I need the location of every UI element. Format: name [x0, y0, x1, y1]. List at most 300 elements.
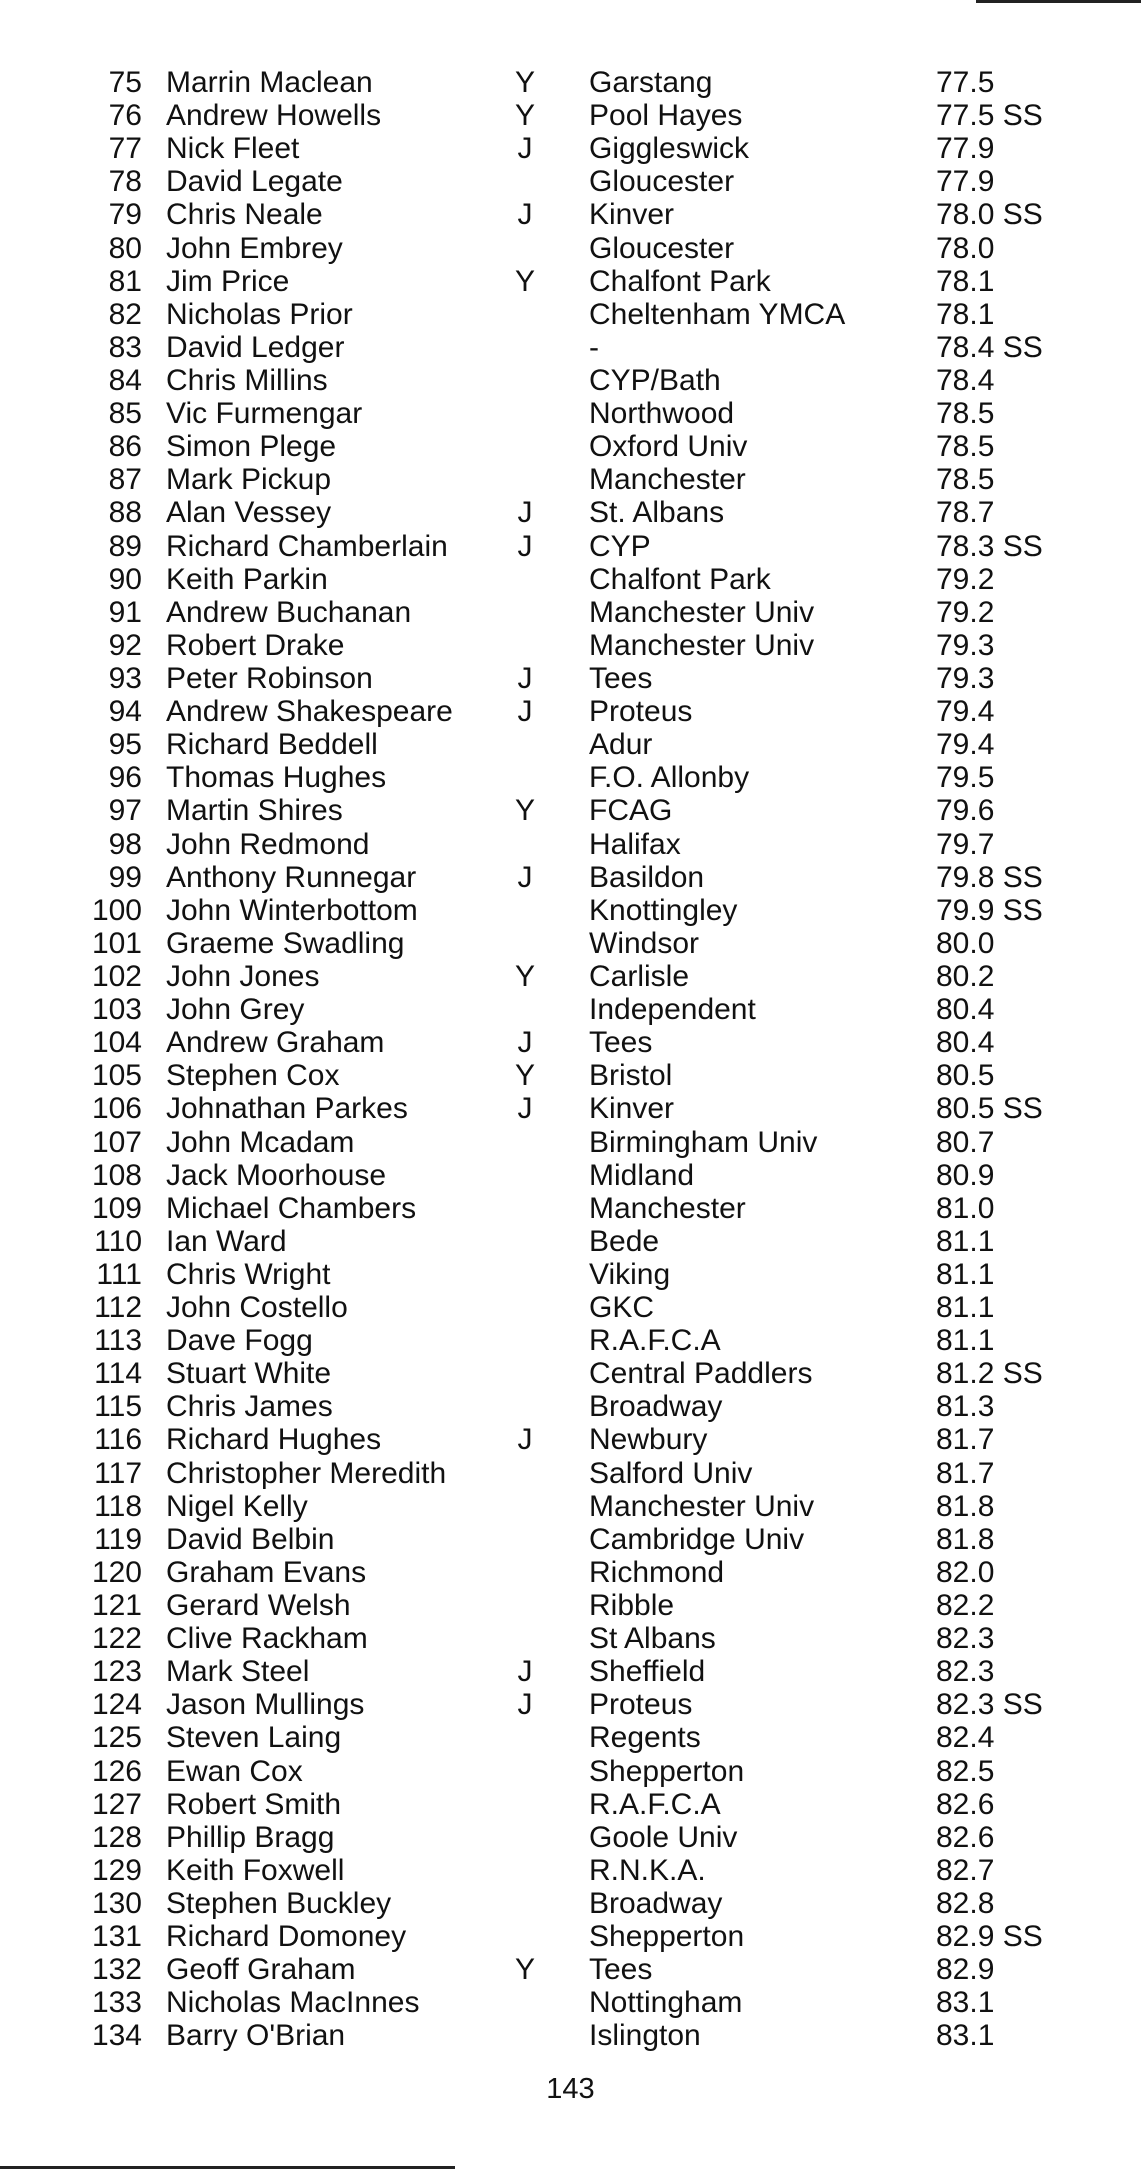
time-cell: 82.4: [936, 1721, 995, 1755]
time-cell: 81.1: [936, 1324, 995, 1358]
club-cell: Broadway: [589, 1390, 723, 1424]
name-cell: Keith Foxwell: [166, 1853, 345, 1887]
name-cell: Keith Parkin: [166, 562, 328, 596]
club-cell: St. Albans: [589, 496, 725, 530]
club-cell: Broadway: [589, 1887, 723, 1921]
result-row: [0, 1291, 1141, 1324]
name-cell: Robert Drake: [166, 628, 345, 662]
name-cell: Nick Fleet: [166, 132, 300, 166]
result-row: [0, 794, 1141, 827]
club-cell: Manchester Univ: [589, 628, 815, 662]
name-cell: David Belbin: [166, 1522, 335, 1556]
result-row: [0, 1423, 1141, 1456]
result-row: [0, 430, 1141, 463]
name-cell: Richard Chamberlain: [166, 529, 448, 563]
position-cell: 101: [91, 926, 142, 960]
time-cell: 82.5: [936, 1754, 995, 1788]
name-cell: John Embrey: [166, 231, 343, 265]
class-cell: J: [517, 529, 533, 563]
name-cell: Chris Neale: [166, 198, 323, 232]
position-cell: 105: [91, 1059, 142, 1093]
position-cell: 128: [91, 1820, 142, 1854]
club-cell: Independent: [589, 993, 756, 1027]
result-row: [0, 1788, 1141, 1821]
club-cell: Shepperton: [589, 1920, 745, 1954]
bottom-rule: [0, 2166, 455, 2169]
club-cell: GKC: [589, 1291, 655, 1325]
result-row: [0, 728, 1141, 761]
position-cell: 95: [108, 728, 142, 762]
result-row: [0, 1258, 1141, 1291]
position-cell: 112: [94, 1291, 142, 1325]
name-cell: Phillip Bragg: [166, 1820, 335, 1854]
time-cell: 83.1: [936, 2019, 995, 2053]
result-row: [0, 894, 1141, 927]
result-row: [0, 463, 1141, 496]
position-cell: 78: [108, 165, 142, 199]
top-rule: [976, 0, 1141, 3]
time-cell: 79.4: [936, 695, 995, 729]
result-row: [0, 1556, 1141, 1589]
position-cell: 104: [91, 1026, 142, 1060]
result-row: [0, 1589, 1141, 1622]
club-cell: CYP/Bath: [589, 363, 721, 397]
time-cell: 82.6: [936, 1787, 995, 1821]
result-row: [0, 1126, 1141, 1159]
club-cell: Kinver: [589, 1092, 675, 1126]
club-cell: Cheltenham YMCA: [589, 297, 846, 331]
time-cell: 82.3: [936, 1655, 995, 1689]
result-row: [0, 298, 1141, 331]
time-cell: 82.7: [936, 1853, 995, 1887]
class-cell: J: [517, 860, 533, 894]
position-cell: 106: [91, 1092, 142, 1126]
time-cell: 78.4 SS: [936, 330, 1043, 364]
result-row: [0, 1026, 1141, 1059]
result-row: [0, 1225, 1141, 1258]
club-cell: Tees: [589, 1026, 653, 1060]
name-cell: Chris Wright: [166, 1257, 331, 1291]
name-cell: John Jones: [166, 959, 320, 993]
time-cell: 81.1: [936, 1291, 995, 1325]
result-row: [0, 198, 1141, 231]
club-cell: Windsor: [589, 926, 700, 960]
class-cell: J: [517, 1655, 533, 1689]
time-cell: 82.2: [936, 1589, 995, 1623]
time-cell: 80.0: [936, 926, 995, 960]
time-cell: 81.1: [936, 1224, 995, 1258]
position-cell: 79: [108, 198, 142, 232]
position-cell: 132: [91, 1953, 142, 1987]
position-cell: 88: [108, 496, 142, 530]
time-cell: 81.8: [936, 1489, 995, 1523]
name-cell: Martin Shires: [166, 794, 343, 828]
class-cell: J: [517, 1026, 533, 1060]
time-cell: 81.2 SS: [936, 1357, 1043, 1391]
position-cell: 114: [94, 1357, 142, 1391]
time-cell: 81.3: [936, 1390, 995, 1424]
result-row: [0, 1159, 1141, 1192]
position-cell: 102: [91, 959, 142, 993]
time-cell: 78.3 SS: [936, 529, 1043, 563]
club-cell: Newbury: [589, 1423, 708, 1457]
club-cell: Gloucester: [589, 231, 735, 265]
name-cell: Jason Mullings: [166, 1688, 365, 1722]
time-cell: 79.3: [936, 661, 995, 695]
position-cell: 81: [108, 264, 142, 298]
result-row: [0, 629, 1141, 662]
name-cell: Graham Evans: [166, 1555, 367, 1589]
name-cell: Jack Moorhouse: [166, 1158, 387, 1192]
class-cell: Y: [514, 794, 535, 828]
position-cell: 82: [108, 297, 142, 331]
time-cell: 77.9: [936, 132, 995, 166]
club-cell: Halifax: [589, 827, 681, 861]
club-cell: Central Paddlers: [589, 1357, 813, 1391]
class-cell: J: [517, 661, 533, 695]
club-cell: CYP: [589, 529, 651, 563]
class-cell: Y: [514, 1953, 535, 1987]
result-row: [0, 265, 1141, 298]
club-cell: Richmond: [589, 1555, 725, 1589]
name-cell: John Grey: [166, 993, 305, 1027]
position-cell: 80: [108, 231, 142, 265]
club-cell: FCAG: [589, 794, 673, 828]
position-cell: 77: [108, 132, 142, 166]
position-cell: 100: [91, 893, 142, 927]
name-cell: Andrew Howells: [166, 99, 382, 133]
club-cell: Gloucester: [589, 165, 735, 199]
time-cell: 82.3: [936, 1622, 995, 1656]
name-cell: Anthony Runnegar: [166, 860, 417, 894]
name-cell: Andrew Buchanan: [166, 595, 412, 629]
results-list: [0, 66, 1141, 2053]
position-cell: 108: [91, 1158, 142, 1192]
club-cell: Chalfont Park: [589, 562, 771, 596]
club-cell: Manchester: [589, 463, 746, 497]
club-cell: Garstang: [589, 66, 713, 99]
name-cell: Richard Hughes: [166, 1423, 382, 1457]
club-cell: Birmingham Univ: [589, 1125, 818, 1159]
name-cell: Chris Millins: [166, 363, 328, 397]
position-cell: 117: [94, 1456, 142, 1490]
time-cell: 79.5: [936, 761, 995, 795]
club-cell: Manchester Univ: [589, 1489, 815, 1523]
position-cell: 127: [91, 1787, 142, 1821]
time-cell: 81.1: [936, 1257, 995, 1291]
position-cell: 75: [108, 66, 142, 99]
position-cell: 96: [108, 761, 142, 795]
time-cell: 80.7: [936, 1125, 995, 1159]
name-cell: Vic Furmengar: [166, 397, 363, 431]
result-row: [0, 530, 1141, 563]
result-row: [0, 364, 1141, 397]
name-cell: Alan Vessey: [166, 496, 332, 530]
name-cell: Ian Ward: [166, 1224, 287, 1258]
result-row: [0, 1953, 1141, 1986]
position-cell: 98: [108, 827, 142, 861]
class-cell: Y: [514, 264, 535, 298]
name-cell: Dave Fogg: [166, 1324, 313, 1358]
club-cell: Tees: [589, 661, 653, 695]
position-cell: 110: [94, 1224, 142, 1258]
time-cell: 78.1: [936, 297, 995, 331]
time-cell: 77.9: [936, 165, 995, 199]
result-row: [0, 397, 1141, 430]
time-cell: 79.6: [936, 794, 995, 828]
club-cell: Cambridge Univ: [589, 1522, 805, 1556]
name-cell: Robert Smith: [166, 1787, 342, 1821]
name-cell: Andrew Shakespeare: [166, 695, 453, 729]
name-cell: Graeme Swadling: [166, 926, 405, 960]
time-cell: 77.5: [936, 66, 995, 99]
result-row: [0, 861, 1141, 894]
position-cell: 76: [108, 99, 142, 133]
class-cell: Y: [514, 99, 535, 133]
position-cell: 115: [94, 1390, 142, 1424]
result-row: [0, 66, 1141, 99]
name-cell: John Costello: [166, 1291, 348, 1325]
position-cell: 107: [91, 1125, 142, 1159]
club-cell: Islington: [589, 2019, 701, 2053]
result-row: [0, 761, 1141, 794]
club-cell: Chalfont Park: [589, 264, 771, 298]
position-cell: 90: [108, 562, 142, 596]
name-cell: Thomas Hughes: [166, 761, 387, 795]
position-cell: 91: [108, 595, 142, 629]
time-cell: 79.2: [936, 595, 995, 629]
time-cell: 82.9: [936, 1953, 995, 1987]
position-cell: 129: [91, 1853, 142, 1887]
result-row: [0, 1655, 1141, 1688]
class-cell: Y: [514, 1059, 535, 1093]
time-cell: 78.5: [936, 397, 995, 431]
name-cell: Geoff Graham: [166, 1953, 356, 1987]
time-cell: 78.5: [936, 463, 995, 497]
name-cell: Steven Laing: [166, 1721, 342, 1755]
result-row: [0, 1523, 1141, 1556]
club-cell: R.N.K.A.: [589, 1853, 706, 1887]
position-cell: 111: [96, 1257, 142, 1291]
class-cell: Y: [514, 66, 535, 99]
position-cell: 134: [91, 2019, 142, 2053]
position-cell: 109: [91, 1191, 142, 1225]
time-cell: 80.5: [936, 1059, 995, 1093]
time-cell: 81.8: [936, 1522, 995, 1556]
name-cell: David Ledger: [166, 330, 345, 364]
result-row: [0, 132, 1141, 165]
name-cell: Andrew Graham: [166, 1026, 385, 1060]
result-row: [0, 1721, 1141, 1754]
position-cell: 122: [91, 1622, 142, 1656]
result-row: [0, 828, 1141, 861]
result-row: [0, 1092, 1141, 1125]
position-cell: 93: [108, 661, 142, 695]
club-cell: Proteus: [589, 1688, 693, 1722]
result-row: [0, 1390, 1141, 1423]
time-cell: 79.2: [936, 562, 995, 596]
time-cell: 78.0 SS: [936, 198, 1043, 232]
result-row: [0, 1192, 1141, 1225]
name-cell: Simon Plege: [166, 430, 337, 464]
result-row: [0, 563, 1141, 596]
name-cell: Nicholas Prior: [166, 297, 353, 331]
club-cell: Nottingham: [589, 1986, 743, 2020]
result-row: [0, 99, 1141, 132]
club-cell: Viking: [589, 1257, 671, 1291]
position-cell: 94: [108, 695, 142, 729]
club-cell: Goole Univ: [589, 1820, 738, 1854]
position-cell: 85: [108, 397, 142, 431]
position-cell: 92: [108, 628, 142, 662]
name-cell: Jim Price: [166, 264, 290, 298]
time-cell: 81.0: [936, 1191, 995, 1225]
name-cell: Richard Beddell: [166, 728, 378, 762]
result-row: [0, 1821, 1141, 1854]
position-cell: 118: [94, 1489, 142, 1523]
name-cell: Gerard Welsh: [166, 1589, 351, 1623]
position-cell: 119: [94, 1522, 142, 1556]
class-cell: J: [517, 132, 533, 166]
club-cell: Manchester Univ: [589, 595, 815, 629]
time-cell: 79.4: [936, 728, 995, 762]
time-cell: 82.9 SS: [936, 1920, 1043, 1954]
name-cell: David Legate: [166, 165, 343, 199]
position-cell: 124: [91, 1688, 142, 1722]
class-cell: J: [517, 496, 533, 530]
position-cell: 99: [108, 860, 142, 894]
result-row: [0, 695, 1141, 728]
result-row: [0, 1688, 1141, 1721]
name-cell: Stuart White: [166, 1357, 332, 1391]
time-cell: 78.5: [936, 430, 995, 464]
position-cell: 89: [108, 529, 142, 563]
result-row: [0, 1854, 1141, 1887]
club-cell: Oxford Univ: [589, 430, 748, 464]
club-cell: Bristol: [589, 1059, 673, 1093]
club-cell: Tees: [589, 1953, 653, 1987]
result-row: [0, 1490, 1141, 1523]
position-cell: 120: [91, 1555, 142, 1589]
club-cell: St Albans: [589, 1622, 716, 1656]
name-cell: John Redmond: [166, 827, 370, 861]
time-cell: 78.0: [936, 231, 995, 265]
name-cell: Nigel Kelly: [166, 1489, 308, 1523]
name-cell: Clive Rackham: [166, 1622, 368, 1656]
position-cell: 103: [91, 993, 142, 1027]
time-cell: 81.7: [936, 1456, 995, 1490]
time-cell: 80.4: [936, 1026, 995, 1060]
result-row: [0, 2019, 1141, 2052]
position-cell: 123: [91, 1655, 142, 1689]
club-cell: Kinver: [589, 198, 675, 232]
result-row: [0, 960, 1141, 993]
result-row: [0, 1755, 1141, 1788]
position-cell: 116: [94, 1423, 142, 1457]
result-row: [0, 1920, 1141, 1953]
club-cell: Manchester: [589, 1191, 746, 1225]
result-row: [0, 165, 1141, 198]
club-cell: Shepperton: [589, 1754, 745, 1788]
club-cell: R.A.F.C.A: [589, 1324, 721, 1358]
time-cell: 79.9 SS: [936, 893, 1043, 927]
club-cell: Sheffield: [589, 1655, 706, 1689]
name-cell: Peter Robinson: [166, 661, 373, 695]
name-cell: Chris James: [166, 1390, 333, 1424]
class-cell: J: [517, 695, 533, 729]
club-cell: Ribble: [589, 1589, 675, 1623]
club-cell: Carlisle: [589, 959, 690, 993]
result-row: [0, 331, 1141, 364]
name-cell: Barry O'Brian: [166, 2019, 346, 2053]
result-row: [0, 662, 1141, 695]
name-cell: Marrin Maclean: [166, 66, 373, 99]
result-row: [0, 927, 1141, 960]
time-cell: 81.7: [936, 1423, 995, 1457]
time-cell: 82.6: [936, 1820, 995, 1854]
time-cell: 77.5 SS: [936, 99, 1043, 133]
result-row: [0, 1457, 1141, 1490]
position-cell: 131: [91, 1920, 142, 1954]
result-row: [0, 596, 1141, 629]
name-cell: John Mcadam: [166, 1125, 355, 1159]
time-cell: 78.4: [936, 363, 995, 397]
position-cell: 133: [91, 1986, 142, 2020]
club-cell: -: [589, 330, 599, 364]
result-row: [0, 232, 1141, 265]
club-cell: Regents: [589, 1721, 701, 1755]
club-cell: Giggleswick: [589, 132, 750, 166]
time-cell: 80.2: [936, 959, 995, 993]
time-cell: 78.1: [936, 264, 995, 298]
position-cell: 83: [108, 330, 142, 364]
time-cell: 82.0: [936, 1555, 995, 1589]
name-cell: Richard Domoney: [166, 1920, 407, 1954]
position-cell: 86: [108, 430, 142, 464]
position-cell: 97: [108, 794, 142, 828]
club-cell: R.A.F.C.A: [589, 1787, 721, 1821]
time-cell: 80.4: [936, 993, 995, 1027]
class-cell: J: [517, 1688, 533, 1722]
position-cell: 125: [91, 1721, 142, 1755]
time-cell: 79.8 SS: [936, 860, 1043, 894]
time-cell: 82.8: [936, 1887, 995, 1921]
result-row: [0, 1059, 1141, 1092]
result-row: [0, 993, 1141, 1026]
name-cell: Stephen Cox: [166, 1059, 340, 1093]
club-cell: Northwood: [589, 397, 735, 431]
result-row: [0, 1622, 1141, 1655]
time-cell: 79.7: [936, 827, 995, 861]
result-row: [0, 1887, 1141, 1920]
result-row: [0, 1986, 1141, 2019]
position-cell: 113: [94, 1324, 142, 1358]
position-cell: 84: [108, 363, 142, 397]
club-cell: Midland: [589, 1158, 695, 1192]
name-cell: Stephen Buckley: [166, 1887, 392, 1921]
name-cell: Ewan Cox: [166, 1754, 303, 1788]
class-cell: Y: [514, 959, 535, 993]
club-cell: Proteus: [589, 695, 693, 729]
time-cell: 78.7: [936, 496, 995, 530]
class-cell: J: [517, 198, 533, 232]
name-cell: John Winterbottom: [166, 893, 418, 927]
club-cell: Salford Univ: [589, 1456, 753, 1490]
name-cell: Nicholas MacInnes: [166, 1986, 420, 2020]
result-row: [0, 496, 1141, 529]
club-cell: F.O. Allonby: [589, 761, 750, 795]
class-cell: J: [517, 1423, 533, 1457]
